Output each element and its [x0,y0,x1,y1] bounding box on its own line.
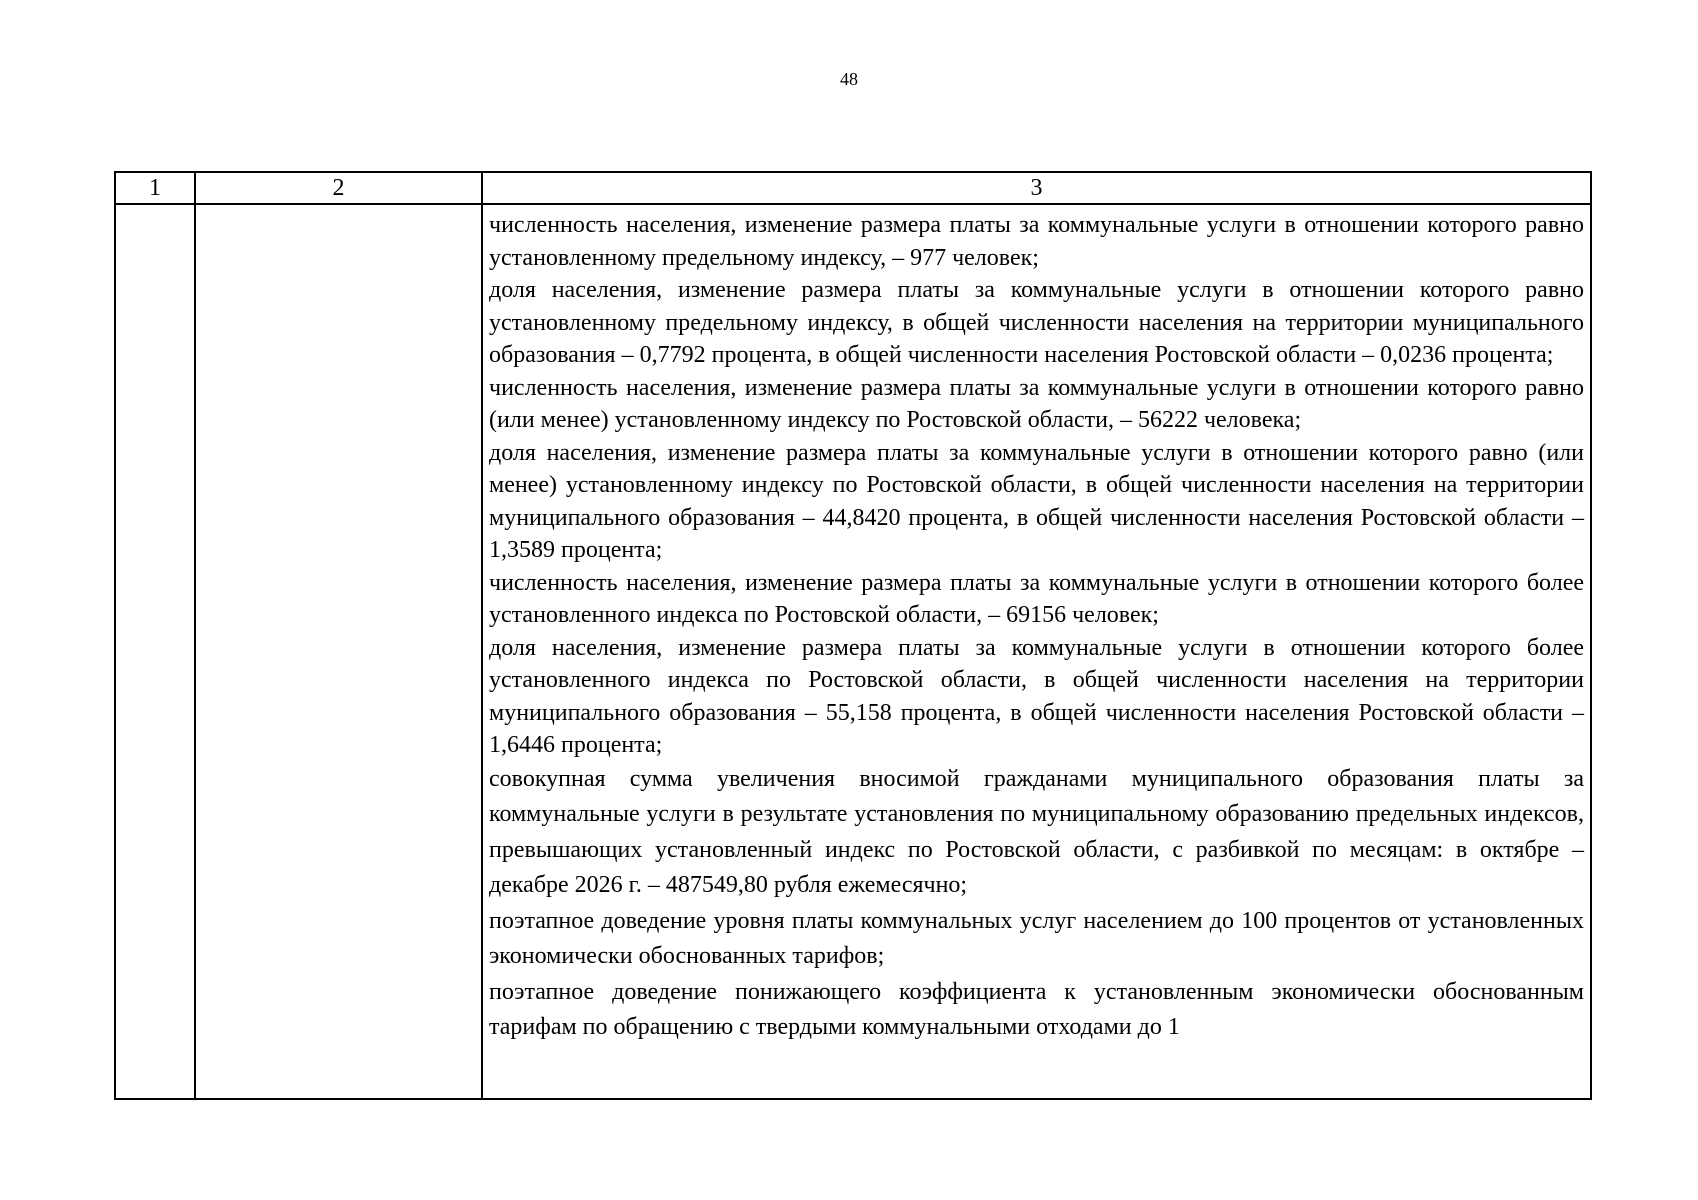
row-cell-1 [115,204,195,1099]
table-row [115,204,1591,1099]
header-cell-1: 1 [115,172,195,204]
page-number: 48 [840,69,858,89]
paragraph-share-equal-limit: доля населения, изменение размера платы за коммунальные услуги в отношении которого равно установленному предельному индексу, в общей численности населения на территории муниципального образования – 0,7792 процента, в общей численности населения Ростовской области – 0,0236 процента; [489,277,1584,368]
paragraph-gradual-coefficient: поэтапное доведение понижающего коэффициента к установленным экономически обоснованным тарифам по обращению с твердыми коммунальными отходами до 1 [489,978,1584,1040]
paragraph-population-above-index: численность населения, изменение размера платы за коммунальные услуги в отношении которого более установленного индекса по Ростовской области, – 69156 человек; [489,569,1584,628]
paragraph-gradual-payment-level: поэтапное доведение уровня платы коммунальных услуг населением до 100 процентов от установленных экономически обоснованных тарифов; [489,907,1584,969]
header-cell-2: 2 [195,172,482,204]
document-table [114,171,1592,1100]
paragraph-population-equal-limit: численность населения, изменение размера платы за коммунальные услуги в отношении которого равно установленному предельному индексу, – 977 человек; [489,212,1584,271]
header-cell-3: 3 [482,172,1591,204]
row-cell-3 [482,204,1591,1099]
paragraph-population-equal-or-less-index: численность населения, изменение размера платы за коммунальные услуги в отношении которого равно (или менее) установленному индексу по Ростовской области, – 56222 человека; [489,374,1584,433]
paragraph-share-above-index: доля населения, изменение размера платы за коммунальные услуги в отношении которого более установленного индекса по Ростовской области, в общей численности населения на территории муниципального образования – 55,158 процента, в общей численности населения Ростовской области – 1,6446 процента; [489,634,1584,758]
table-header-row [115,172,1591,204]
paragraph-total-increase-sum: совокупная сумма увеличения вносимой гражданами муниципального образования платы за коммунальные услуги в результате установления по муниципальному образованию предельных индексов, превышающих установленный индекс по Ростовской области, с разбивкой по месяцам: в октябре – декабре 2026 г. – 487549,80 рубля ежемесячно; [489,765,1584,898]
row-cell-2 [195,204,482,1099]
paragraph-share-equal-or-less-index: доля населения, изменение размера платы за коммунальные услуги в отношении которого равно (или менее) установленному индексу по Ростовской области, в общей численности населения на территории муниципального образования – 44,8420 процента, в общей численности населения Ростовской области – 1,3589 процента; [489,439,1584,563]
